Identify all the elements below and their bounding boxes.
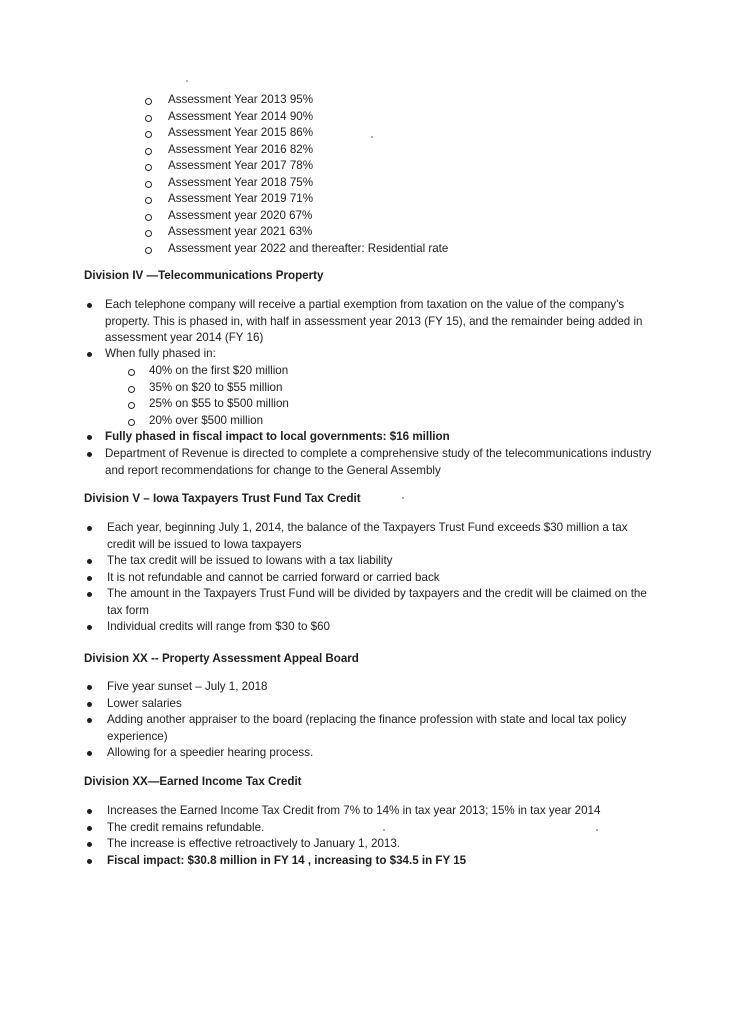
list-item: Adding another appraiser to the board (replacing the finance profession with state and local tax policy experience) [0,712,743,745]
list-item: Assessment year 2020 67% [0,208,743,225]
division-xx-appeal-heading: Division XX -- Property Assessment Appeal Board [84,652,359,665]
list-item: 35% on $20 to $55 million [0,380,743,397]
list-item: Individual credits will range from $30 to $60 [0,619,743,636]
list-item: Lower salaries [0,696,743,713]
list-item: Assessment Year 2019 71% [0,191,743,208]
scan-speck [596,829,598,831]
phase-in-rate-list [0,363,743,429]
list-item: Each telephone company will receive a partial exemption from taxation on the value of the company’s property. This is phased in, with half in assessment year 2013 (FY 15), and the remainder being added in assessment year 2014 (FY 16) [0,297,743,347]
list-item: Fully phased in fiscal impact to local governments: $16 million [0,429,743,446]
list-item: Assessment Year 2016 82% [0,142,743,159]
scan-speck [371,136,373,138]
list-item: Department of Revenue is directed to complete a comprehensive study of the telecommunications industry and report recommendations for change to the General Assembly [0,446,743,479]
list-item: Assessment Year 2013 95% [0,92,743,109]
list-item: Increases the Earned Income Tax Credit from 7% to 14% in tax year 2013; 15% in tax year 2014 [0,803,743,820]
assessment-year-list [0,92,743,257]
list-item: Assessment Year 2014 90% [0,109,743,126]
list-item: It is not refundable and cannot be carried forward or carried back [0,570,743,587]
list-item: Each year, beginning July 1, 2014, the balance of the Taxpayers Trust Fund exceeds $30 million a tax credit will be issued to Iowa taxpayers [0,520,743,553]
list-item: 40% on the first $20 million [0,363,743,380]
division-xx-eitc-heading: Division XX—Earned Income Tax Credit [84,775,302,788]
list-item: The amount in the Taxpayers Trust Fund will be divided by taxpayers and the credit will be claimed on the tax form [0,586,743,619]
scan-speck [383,829,385,831]
list-item: Assessment Year 2017 78% [0,158,743,175]
list-item: Assessment Year 2018 75% [0,175,743,192]
division-v-list [0,520,743,636]
list-item: 25% on $55 to $500 million [0,396,743,413]
scan-speck [402,497,404,499]
list-item: Five year sunset – July 1, 2018 [0,679,743,696]
list-item: When fully phased in: [0,346,743,363]
list-item: Allowing for a speedier hearing process. [0,745,743,762]
division-iv-heading: Division IV —Telecommunications Property [84,269,324,282]
eitc-list [0,803,743,869]
list-item: Assessment year 2022 and thereafter: Residential rate [0,241,743,258]
division-v-heading: Division V – Iowa Taxpayers Trust Fund Tax Credit [84,492,361,505]
list-item: Assessment year 2021 63% [0,224,743,241]
list-item: The credit remains refundable. [0,820,743,837]
list-item: Assessment Year 2015 86% [0,125,743,142]
list-item: Fiscal impact: $30.8 million in FY 14 , increasing to $34.5 in FY 15 [0,853,743,870]
list-item: The increase is effective retroactively to January 1, 2013. [0,836,743,853]
list-item: 20% over $500 million [0,413,743,430]
scan-speck [186,80,188,82]
list-item: The tax credit will be issued to Iowans with a tax liability [0,553,743,570]
appeal-board-list [0,679,743,762]
